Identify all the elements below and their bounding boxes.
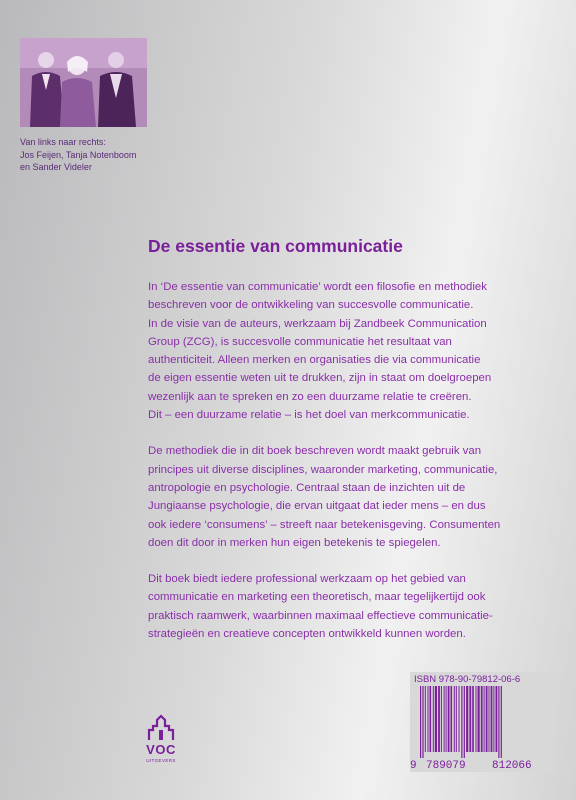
barcode-bar xyxy=(428,686,429,752)
logo-text: VOC xyxy=(146,742,176,757)
text-line: antropologie en psychologie. Centraal staan de inzichten uit de xyxy=(148,481,466,494)
text-line: Jungiaanse psychologie, die ervan uitgaat dat ieder mens – en dus xyxy=(148,500,486,513)
barcode-bar xyxy=(459,686,460,752)
isbn-label: ISBN 978-90-79812-06-6 xyxy=(414,674,521,685)
text-line: authenticiteit. Alleen merken en organisaties die via communicatie xyxy=(148,354,481,367)
text-line: de eigen essentie weten uit te drukken, zijn in staat om doelgroepen xyxy=(148,372,492,385)
paragraph xyxy=(148,570,548,643)
barcode-bar xyxy=(464,686,465,758)
blurb xyxy=(148,278,548,661)
barcode-bar xyxy=(491,686,493,752)
barcode-bar xyxy=(501,686,502,758)
barcode-bar xyxy=(481,686,483,752)
barcode-bar xyxy=(425,686,426,752)
barcode-bar xyxy=(498,686,499,758)
text-line: Dit boek biedt iedere professional werkzaam op het gebied van xyxy=(148,573,466,586)
barcode-bar xyxy=(493,686,494,752)
text-line: ook iedere ‘consumens’ – streeft naar betekenisgeving. Consumenten xyxy=(148,518,501,531)
barcode-bar xyxy=(466,686,468,752)
paragraph xyxy=(148,278,548,424)
text-line: strategieën en creatieve concepten ontwikkeld kunnen worden. xyxy=(148,628,466,641)
barcode-digit-group: 812066 xyxy=(492,760,532,772)
text-line: Group (ZCG), is succesvolle communicatie het resultaat van xyxy=(148,335,452,348)
paragraph xyxy=(148,442,548,552)
text-line: In de visie van de auteurs, werkzaam bij Zandbeek Communication xyxy=(148,317,487,330)
barcode-bar xyxy=(486,686,488,752)
barcode-bar xyxy=(496,686,498,752)
barcode-bar xyxy=(448,686,450,752)
book-title: De essentie van communicatie xyxy=(148,236,403,256)
barcode-digit-group: 789079 xyxy=(426,760,466,772)
caption-line: Jos Feijen, Tanja Notenboom xyxy=(20,149,137,160)
barcode-bars xyxy=(420,686,552,760)
text-line: praktisch raamwerk, waarbinnen maximaal effectieve communicatie- xyxy=(148,609,493,622)
barcode-bar xyxy=(476,686,477,752)
author-photo xyxy=(20,38,147,127)
logo-subtext: UITGEVERS xyxy=(146,758,176,763)
text-line: communicatie en marketing een theoretisch, maar tegelijkertijd ook xyxy=(148,591,486,604)
barcode-bar xyxy=(461,686,462,758)
barcode-bar xyxy=(478,686,480,752)
barcode-bar xyxy=(456,686,457,752)
text-line: wezenlijk aan te spreken en zo een duurzame relatie te creëren. xyxy=(148,390,472,403)
caption-line: Van links naar rechts: xyxy=(20,137,106,147)
photo-caption xyxy=(20,136,170,174)
barcode-bar xyxy=(489,686,490,752)
barcode-bar xyxy=(422,686,423,758)
barcode-bar xyxy=(446,686,447,752)
barcode-digit-lead: 9 xyxy=(410,760,417,772)
barcode-bar xyxy=(469,686,471,752)
text-line: Dit – een duurzame relatie – is het doel van merkcommunicatie. xyxy=(148,409,470,422)
text-line: principes uit diverse disciplines, waaronder marketing, communicatie, xyxy=(148,463,498,476)
publisher-logo xyxy=(140,714,182,770)
barcode-bar xyxy=(484,686,485,752)
barcode-bar xyxy=(454,686,455,752)
building-icon xyxy=(140,714,182,744)
barcode-bar xyxy=(451,686,453,752)
barcode-bar xyxy=(444,686,445,752)
barcode-bar xyxy=(433,686,434,752)
barcode-bar xyxy=(472,686,474,752)
text-line: doen dit door in merken hun eigen betekenis te spiegelen. xyxy=(148,536,441,549)
caption-line: en Sander Videler xyxy=(20,162,92,172)
barcode-bar xyxy=(420,686,421,758)
text-line: In ‘De essentie van communicatie’ wordt een filosofie en methodiek xyxy=(148,281,487,293)
barcode-bar xyxy=(435,686,437,752)
barcode-bar xyxy=(438,686,440,752)
text-line: beschreven voor de ontwikkeling van succesvolle communicatie. xyxy=(148,299,474,312)
barcode-bar xyxy=(441,686,442,752)
barcode-bar xyxy=(430,686,432,752)
text-line: De methodiek die in dit boek beschreven wordt maakt gebruik van xyxy=(148,445,482,458)
